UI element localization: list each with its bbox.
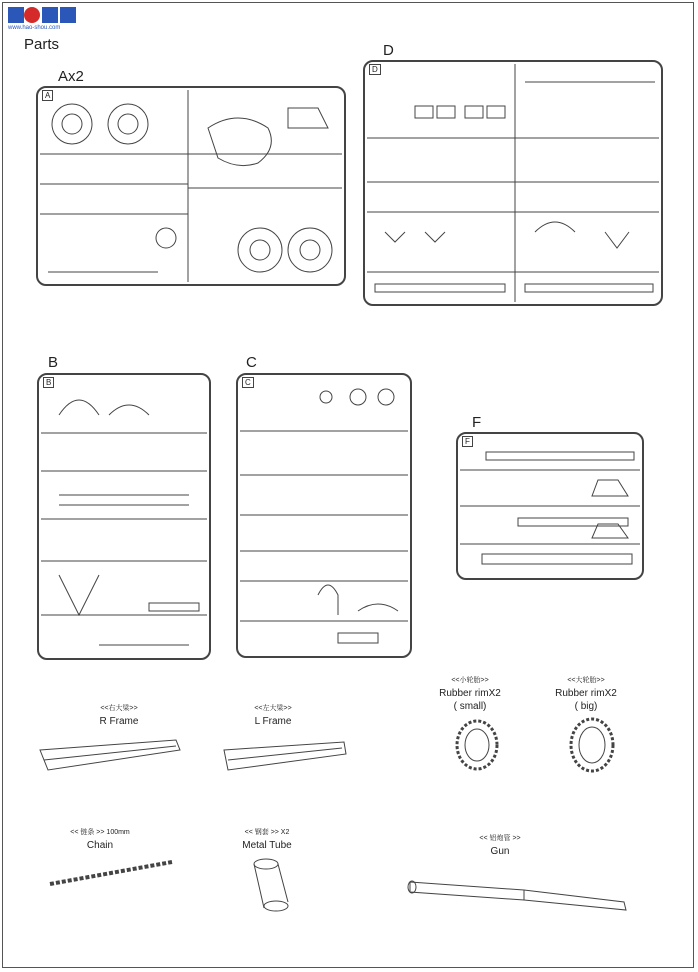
logo-url: www.hao-shou.com <box>8 25 61 30</box>
chain-cn: << 链条 >> 100mm <box>70 829 130 836</box>
r-frame-caption <box>44 702 194 728</box>
sprue-b-parts <box>39 375 209 658</box>
sprue-b <box>37 373 211 660</box>
sprue-c-parts <box>238 375 410 656</box>
sprue-f <box>456 432 644 580</box>
sprue-a-tag: A <box>42 90 53 101</box>
rubber-rim-small-size: ( small) <box>453 701 487 712</box>
rubber-rim-small-cn: <<小轮胎>> <box>451 677 489 684</box>
sprue-b-label: B <box>48 354 59 371</box>
sprue-c-label: C <box>246 354 257 371</box>
sprue-a-parts <box>38 88 344 284</box>
metal-tube-name: Metal Tube <box>242 840 292 851</box>
page-title: Parts <box>24 36 60 53</box>
sprue-d-parts <box>365 62 661 304</box>
rubber-rim-small-drawing <box>452 718 502 772</box>
sprue-c <box>236 373 412 658</box>
rubber-rim-big-drawing <box>566 716 618 774</box>
sprue-a <box>36 86 346 286</box>
rubber-rim-small-name: Rubber rimX2 <box>439 688 501 699</box>
r-frame-name: R Frame <box>99 716 139 727</box>
sprue-f-tag: F <box>462 436 473 447</box>
rubber-rim-big-name: Rubber rimX2 <box>555 688 617 699</box>
l-frame-cn: <<左大梁>> <box>254 705 292 712</box>
rubber-rim-big-caption <box>536 674 636 713</box>
gun-name: Gun <box>490 846 510 857</box>
rubber-rim-small-caption <box>420 674 520 713</box>
sprue-f-label: F <box>472 414 482 431</box>
sprue-b-tag: B <box>43 377 54 388</box>
l-frame-drawing <box>220 740 350 776</box>
rubber-rim-big-size: ( big) <box>574 701 598 712</box>
gun-caption <box>450 832 550 858</box>
chain-name: Chain <box>86 840 114 851</box>
l-frame-caption <box>198 702 348 728</box>
sprue-c-tag: C <box>242 377 254 388</box>
sprue-d-tag: D <box>369 64 381 75</box>
metal-tube-cn: << 钢套 >> X2 <box>244 829 290 836</box>
l-frame-name: L Frame <box>254 716 292 727</box>
metal-tube-drawing <box>250 856 294 916</box>
sprue-a-label: Ax2 <box>58 68 84 85</box>
gun-barrel-drawing <box>404 870 632 916</box>
gun-cn: << 铝炮管 >> <box>479 835 521 842</box>
chain-drawing <box>46 856 176 890</box>
r-frame-drawing <box>36 736 184 776</box>
sprue-d-label: D <box>383 42 394 59</box>
chain-caption <box>50 826 150 852</box>
rubber-rim-big-cn: <<大轮胎>> <box>567 677 605 684</box>
metal-tube-caption <box>222 826 312 852</box>
sprue-f-parts <box>458 434 642 578</box>
r-frame-cn: <<右大梁>> <box>100 705 138 712</box>
sprue-d <box>363 60 663 306</box>
site-logo <box>8 6 98 30</box>
